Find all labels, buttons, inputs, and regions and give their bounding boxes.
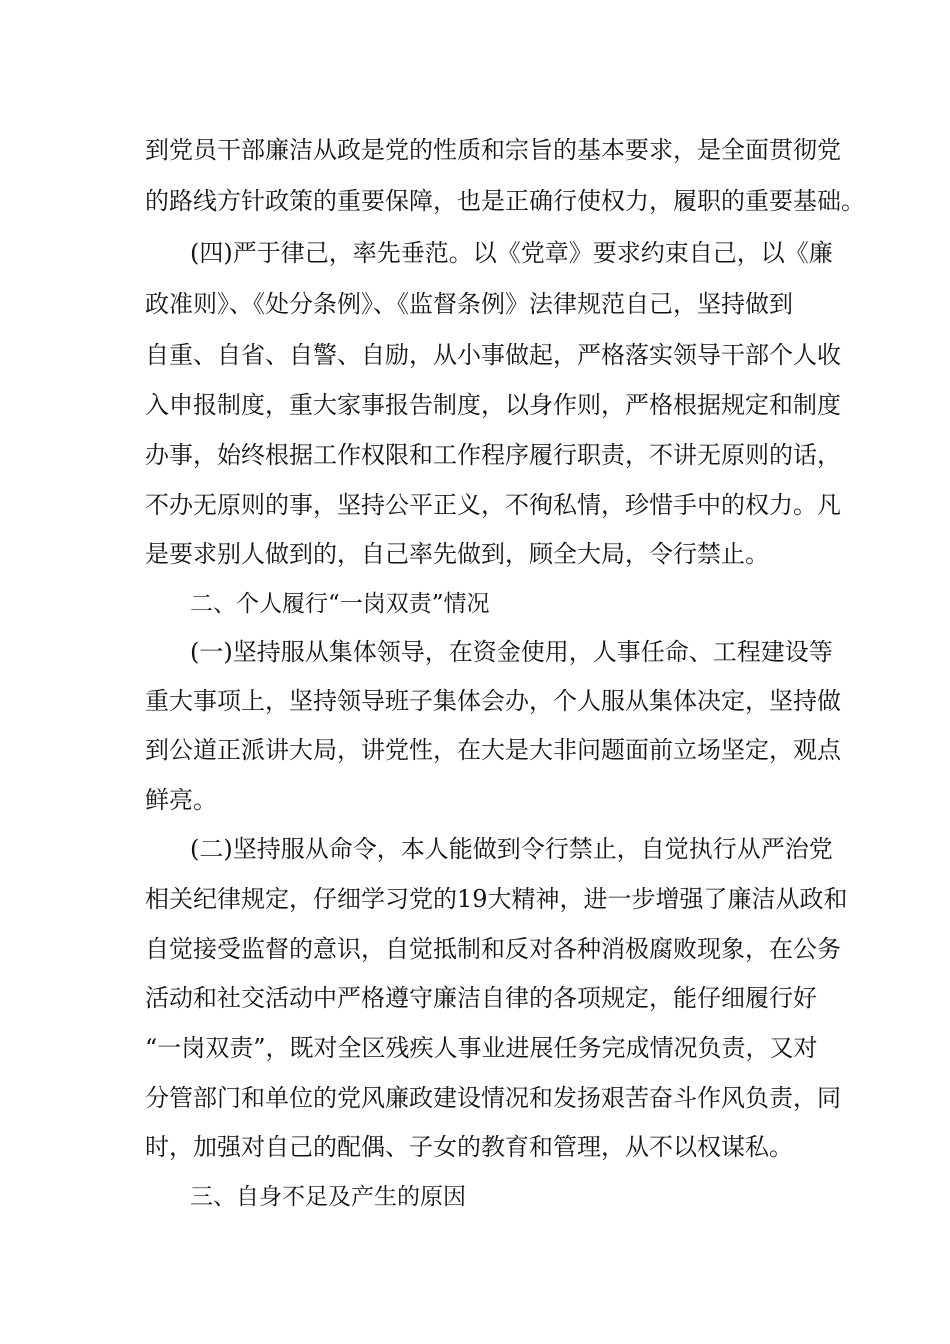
text-line: 自重、自省、自警、自励，从小事做起，严格落实领导干部个人收 xyxy=(145,341,841,369)
text-line: 入申报制度，重大家事报告制度，以身作则，严格根据规定和制度 xyxy=(145,391,841,419)
text-line: 到党员干部廉洁从政是党的性质和宗旨的基本要求，是全面贯彻党 xyxy=(145,136,841,164)
paragraph-2-start: (二)坚持服从命令，本人能做到令行禁止，自觉执行从严治党 xyxy=(190,835,833,863)
text-line: 时，加强对自己的配偶、子女的教育和管理，从不以权谋私。 xyxy=(145,1133,793,1161)
text-line: 活动和社交活动中严格遵守廉洁自律的各项规定，能仔细履行好 xyxy=(145,984,817,1012)
paragraph-4-start: (四)严于律己，率先垂范。以《党章》要求约束自己，以《廉 xyxy=(190,239,833,267)
text-line: 政准则》、《处分条例》、《监督条例》法律规范自己，坚持做到 xyxy=(145,290,793,318)
text-line: “一岗双责”，既对全区残疾人事业进展任务完成情况负责，又对 xyxy=(145,1034,818,1062)
text-line: 是要求别人做到的，自己率先做到，顾全大局，令行禁止。 xyxy=(145,540,769,568)
paragraph-1-start: (一)坚持服从集体领导，在资金使用，人事任命、工程建设等 xyxy=(190,638,833,666)
section-heading-3: 三、自身不足及产生的原因 xyxy=(190,1184,466,1210)
text-line: 到公道正派讲大局，讲党性，在大是大非问题面前立场坚定，观点 xyxy=(145,736,841,764)
text-line: 自觉接受监督的意识，自觉抵制和反对各种消极腐败现象，在公务 xyxy=(145,935,841,963)
text-line: 重大事项上，坚持领导班子集体会办，个人服从集体决定，坚持做 xyxy=(145,687,841,715)
text-line: 办事，始终根据工作权限和工作程序履行职责，不讲无原则的话， xyxy=(145,441,841,469)
section-heading-2: 二、个人履行“一岗双责”情况 xyxy=(190,591,490,617)
text-line: 的路线方针政策的重要保障，也是正确行使权力，履职的重要基础。 xyxy=(145,187,865,215)
text-line: 分管部门和单位的党风廉政建设情况和发扬艰苦奋斗作风负责，同 xyxy=(145,1084,841,1112)
text-line: 不办无原则的事，坚持公平正义，不徇私情，珍惜手中的权力。凡 xyxy=(145,491,841,519)
text-line: 鲜亮。 xyxy=(145,786,217,814)
text-line: 相关纪律规定，仔细学习党的19大精神，进一步增强了廉洁从政和 xyxy=(145,885,848,913)
